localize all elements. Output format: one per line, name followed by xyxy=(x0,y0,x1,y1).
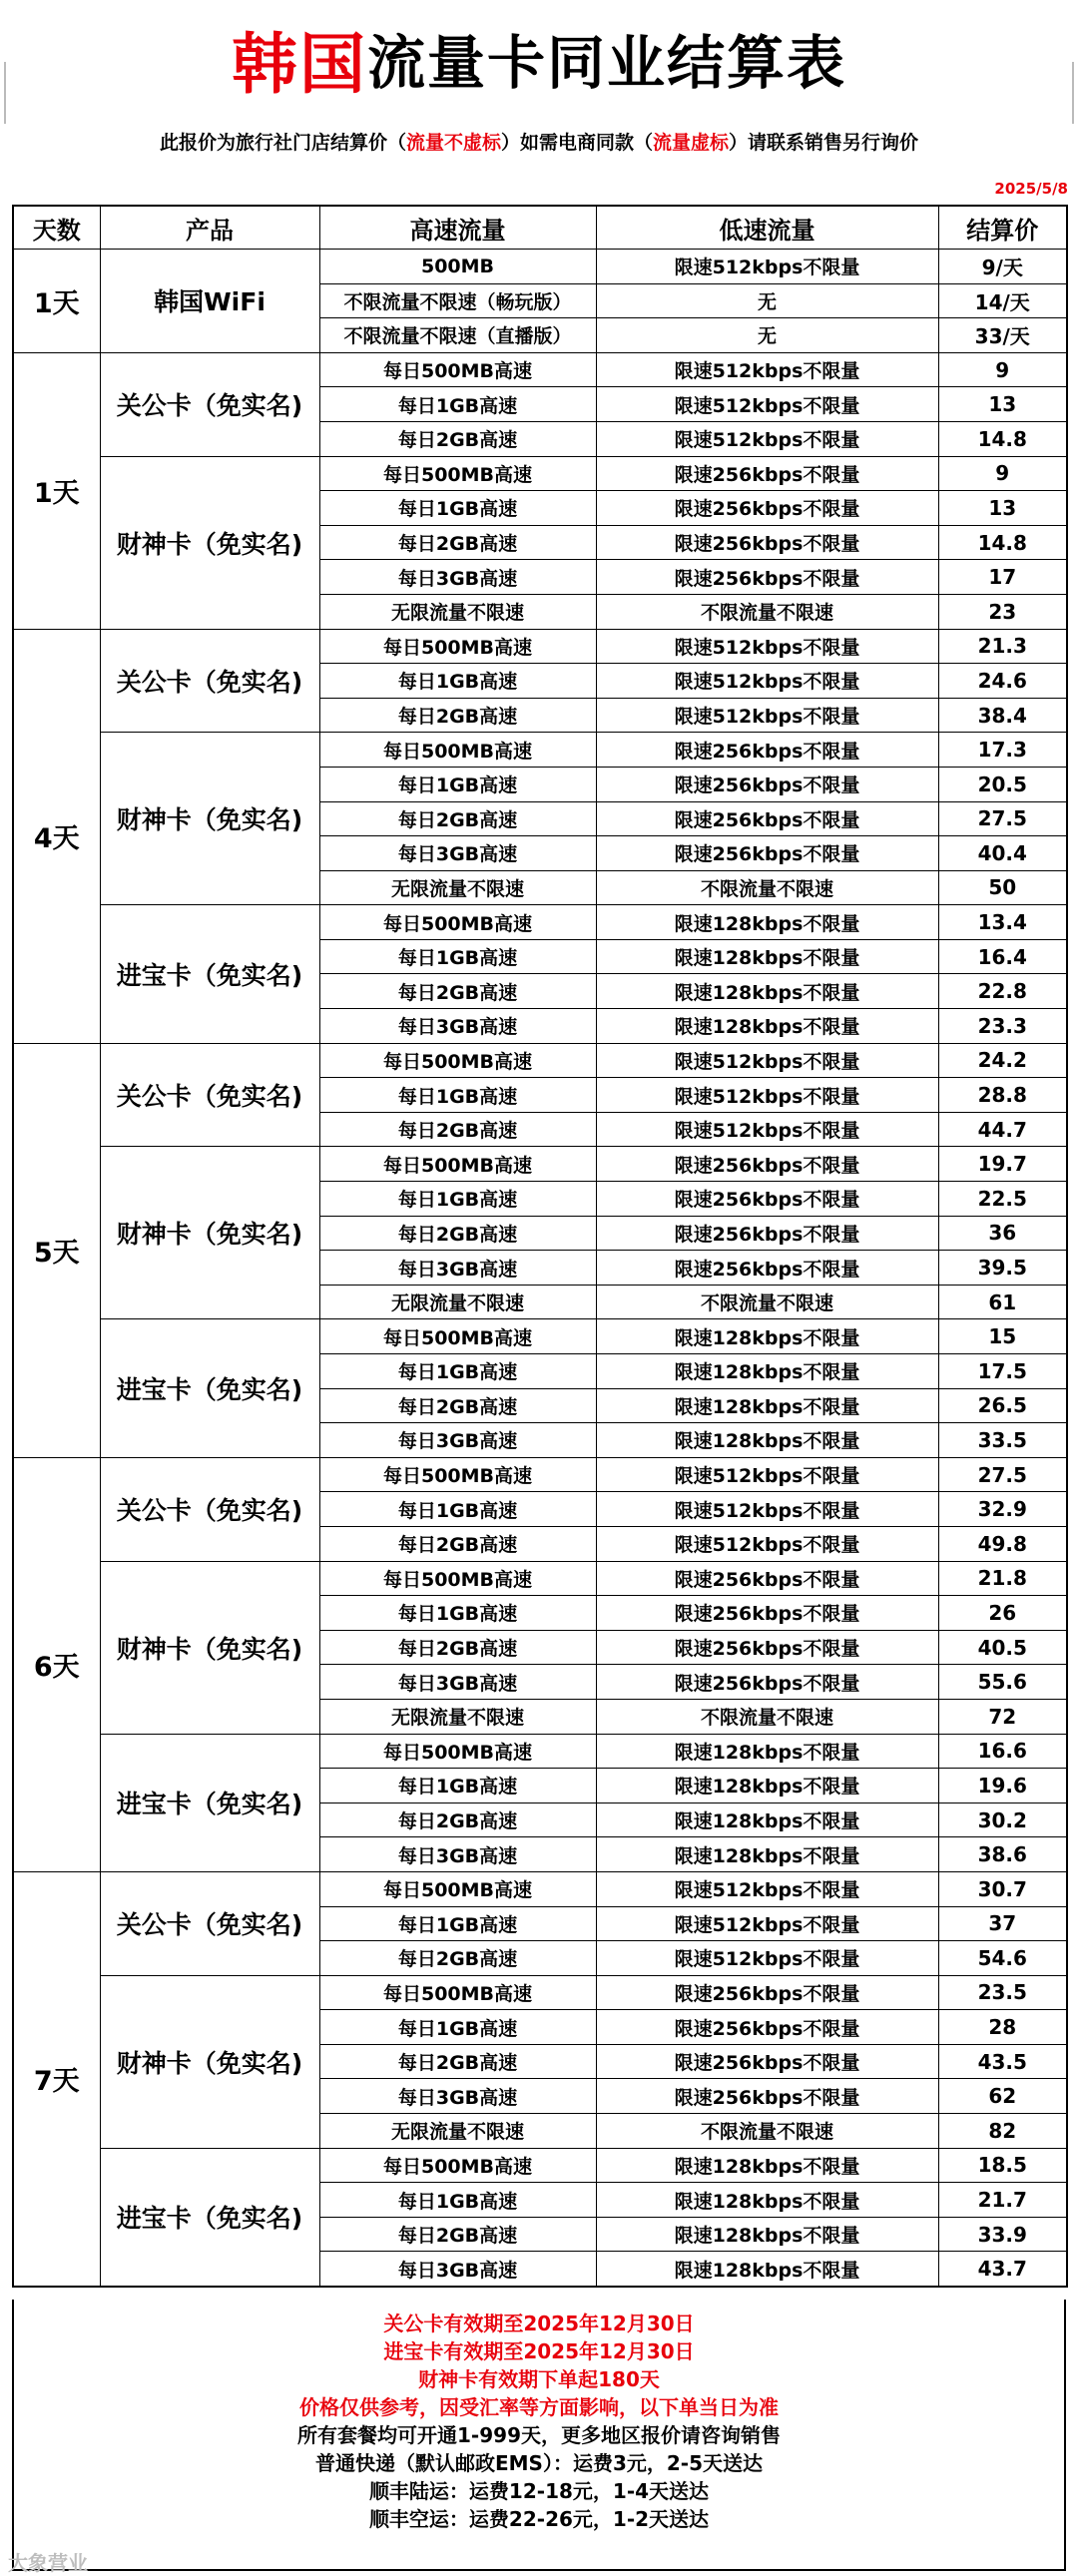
low-speed-cell: 无 xyxy=(596,283,938,318)
product-cell: 进宝卡（免实名) xyxy=(100,905,319,1043)
price-cell: 23.3 xyxy=(938,1009,1067,1044)
table-row xyxy=(13,629,1067,664)
high-speed-cell: 每日500MB高速 xyxy=(319,2148,596,2183)
divider xyxy=(4,62,6,124)
high-speed-cell: 每日3GB高速 xyxy=(319,1423,596,1458)
price-cell: 18.5 xyxy=(938,2148,1067,2183)
low-speed-cell: 限速128kbps不限量 xyxy=(596,939,938,974)
high-speed-cell: 每日500MB高速 xyxy=(319,1871,596,1906)
low-speed-cell: 限速512kbps不限量 xyxy=(596,1906,938,1941)
high-speed-cell: 每日1GB高速 xyxy=(319,939,596,974)
low-speed-cell: 限速256kbps不限量 xyxy=(596,2044,938,2079)
high-speed-cell: 每日3GB高速 xyxy=(319,1665,596,1700)
low-speed-cell: 限速256kbps不限量 xyxy=(596,1665,938,1700)
subtitle: 此报价为旅行社门店结算价（流量不虚标）如需电商同款（流量虚标）请联系销售另行询价 xyxy=(159,132,919,154)
day-cell: 7天 xyxy=(13,1871,100,2287)
price-cell: 72 xyxy=(938,1699,1067,1734)
notes-section xyxy=(12,2300,1066,2571)
price-cell: 13 xyxy=(938,491,1067,526)
high-speed-cell: 每日1GB高速 xyxy=(319,1769,596,1803)
price-cell: 37 xyxy=(938,1906,1067,1941)
low-speed-cell: 限速512kbps不限量 xyxy=(596,250,938,284)
low-speed-cell: 限速256kbps不限量 xyxy=(596,733,938,768)
low-speed-cell: 不限流量不限速 xyxy=(596,1699,938,1734)
price-cell: 61 xyxy=(938,1285,1067,1319)
table-row xyxy=(13,2148,1067,2183)
price-cell: 38.6 xyxy=(938,1837,1067,1872)
high-speed-cell: 无限流量不限速 xyxy=(319,1699,596,1734)
low-speed-cell: 限速128kbps不限量 xyxy=(596,1837,938,1872)
price-cell: 24.2 xyxy=(938,1043,1067,1078)
price-cell: 36 xyxy=(938,1216,1067,1251)
low-speed-cell: 限速256kbps不限量 xyxy=(596,1975,938,2010)
high-speed-cell: 每日500MB高速 xyxy=(319,733,596,768)
price-cell: 17 xyxy=(938,560,1067,595)
high-speed-cell: 每日2GB高速 xyxy=(319,1526,596,1561)
price-cell: 28 xyxy=(938,2010,1067,2045)
high-speed-cell: 每日2GB高速 xyxy=(319,1388,596,1423)
day-cell: 4天 xyxy=(13,629,100,1043)
header-high-speed: 高速流量 xyxy=(319,206,596,250)
page-title xyxy=(0,8,1078,108)
price-cell: 16.4 xyxy=(938,939,1067,974)
product-cell: 关公卡（免实名) xyxy=(100,352,319,456)
price-cell: 15 xyxy=(938,1319,1067,1354)
table-row xyxy=(13,352,1067,387)
price-cell: 27.5 xyxy=(938,801,1067,836)
note-line: 财神卡有效期下单起180天 xyxy=(418,2367,660,2391)
table-row xyxy=(13,1147,1067,1182)
note-line: 进宝卡有效期至2025年12月30日 xyxy=(383,2339,695,2363)
low-speed-cell: 限速128kbps不限量 xyxy=(596,1388,938,1423)
price-cell: 22.5 xyxy=(938,1182,1067,1217)
low-speed-cell: 限速128kbps不限量 xyxy=(596,1769,938,1803)
low-speed-cell: 限速128kbps不限量 xyxy=(596,1354,938,1389)
high-speed-cell: 每日2GB高速 xyxy=(319,698,596,733)
day-cell: 5天 xyxy=(13,1043,100,1457)
high-speed-cell: 每日3GB高速 xyxy=(319,836,596,871)
price-cell: 16.6 xyxy=(938,1734,1067,1769)
high-speed-cell: 500MB xyxy=(319,250,596,284)
note-line: 顺丰陆运：运费12-18元，1-4天送达 xyxy=(368,2479,710,2503)
product-cell: 韩国WiFi xyxy=(100,250,319,353)
day-cell: 6天 xyxy=(13,1457,100,1871)
low-speed-cell: 限速512kbps不限量 xyxy=(596,1941,938,1976)
notes-list xyxy=(14,2300,1064,2533)
price-cell: 39.5 xyxy=(938,1251,1067,1286)
high-speed-cell: 每日2GB高速 xyxy=(319,2217,596,2252)
price-cell: 21.7 xyxy=(938,2183,1067,2218)
table-header-row xyxy=(13,206,1067,250)
price-cell: 26.5 xyxy=(938,1388,1067,1423)
note-line: 顺丰空运：运费22-26元，1-2天送达 xyxy=(368,2507,710,2531)
high-speed-cell: 每日3GB高速 xyxy=(319,1251,596,1286)
product-cell: 关公卡（免实名) xyxy=(100,1043,319,1147)
price-cell: 28.8 xyxy=(938,1078,1067,1113)
high-speed-cell: 每日2GB高速 xyxy=(319,1630,596,1665)
low-speed-cell: 限速512kbps不限量 xyxy=(596,1112,938,1147)
high-speed-cell: 每日500MB高速 xyxy=(319,1734,596,1769)
low-speed-cell: 限速256kbps不限量 xyxy=(596,525,938,560)
low-speed-cell: 限速256kbps不限量 xyxy=(596,1147,938,1182)
price-cell: 50 xyxy=(938,870,1067,905)
price-cell: 54.6 xyxy=(938,1941,1067,1976)
price-cell: 32.9 xyxy=(938,1492,1067,1527)
price-cell: 14.8 xyxy=(938,421,1067,456)
low-speed-cell: 限速512kbps不限量 xyxy=(596,664,938,699)
product-cell: 关公卡（免实名) xyxy=(100,629,319,733)
low-speed-cell: 限速512kbps不限量 xyxy=(596,1457,938,1492)
price-cell: 23.5 xyxy=(938,1975,1067,2010)
low-speed-cell: 限速512kbps不限量 xyxy=(596,1043,938,1078)
product-cell: 财神卡（免实名) xyxy=(100,1147,319,1319)
header-low-speed: 低速流量 xyxy=(596,206,938,250)
price-cell: 44.7 xyxy=(938,1112,1067,1147)
low-speed-cell: 不限流量不限速 xyxy=(596,1285,938,1319)
price-cell: 33.5 xyxy=(938,1423,1067,1458)
high-speed-cell: 每日2GB高速 xyxy=(319,525,596,560)
high-speed-cell: 无限流量不限速 xyxy=(319,594,596,629)
table-row xyxy=(13,1734,1067,1769)
price-cell: 21.8 xyxy=(938,1561,1067,1596)
product-cell: 财神卡（免实名) xyxy=(100,456,319,629)
high-speed-cell: 无限流量不限速 xyxy=(319,2114,596,2149)
price-cell: 22.8 xyxy=(938,974,1067,1009)
title-main: 流量卡同业结算表 xyxy=(366,29,846,97)
subtitle-highlight: 流量虚标 xyxy=(653,132,730,154)
price-cell: 49.8 xyxy=(938,1526,1067,1561)
price-cell: 19.6 xyxy=(938,1769,1067,1803)
price-cell: 33/天 xyxy=(938,318,1067,353)
low-speed-cell: 限速128kbps不限量 xyxy=(596,2217,938,2252)
high-speed-cell: 每日500MB高速 xyxy=(319,905,596,940)
low-speed-cell: 限速256kbps不限量 xyxy=(596,2079,938,2114)
high-speed-cell: 每日1GB高速 xyxy=(319,1078,596,1113)
high-speed-cell: 每日2GB高速 xyxy=(319,1216,596,1251)
product-cell: 财神卡（免实名) xyxy=(100,1975,319,2148)
low-speed-cell: 限速256kbps不限量 xyxy=(596,491,938,526)
price-cell: 14/天 xyxy=(938,283,1067,318)
price-cell: 13 xyxy=(938,387,1067,422)
table-row xyxy=(13,1043,1067,1078)
product-cell: 关公卡（免实名) xyxy=(100,1871,319,1975)
price-cell: 9/天 xyxy=(938,250,1067,284)
table-row xyxy=(13,456,1067,491)
low-speed-cell: 限速256kbps不限量 xyxy=(596,836,938,871)
note-line: 关公卡有效期至2025年12月30日 xyxy=(383,2312,695,2335)
high-speed-cell: 每日3GB高速 xyxy=(319,2252,596,2287)
product-cell: 进宝卡（免实名) xyxy=(100,1734,319,1871)
subtitle-highlight: 流量不虚标 xyxy=(405,132,501,154)
price-cell: 9 xyxy=(938,352,1067,387)
high-speed-cell: 每日2GB高速 xyxy=(319,1112,596,1147)
low-speed-cell: 限速256kbps不限量 xyxy=(596,1561,938,1596)
divider xyxy=(1072,62,1074,124)
note-line: 价格仅供参考，因受汇率等方面影响，以下单当日为准 xyxy=(299,2395,779,2419)
date-label: 2025/5/8 xyxy=(994,180,1068,198)
low-speed-cell: 限速256kbps不限量 xyxy=(596,560,938,595)
high-speed-cell: 每日3GB高速 xyxy=(319,1009,596,1044)
table-row xyxy=(13,1975,1067,2010)
high-speed-cell: 每日2GB高速 xyxy=(319,421,596,456)
low-speed-cell: 限速128kbps不限量 xyxy=(596,1319,938,1354)
low-speed-cell: 限速128kbps不限量 xyxy=(596,1803,938,1837)
day-cell: 1天 xyxy=(13,352,100,629)
high-speed-cell: 每日3GB高速 xyxy=(319,1837,596,1872)
high-speed-cell: 每日2GB高速 xyxy=(319,801,596,836)
high-speed-cell: 每日500MB高速 xyxy=(319,456,596,491)
high-speed-cell: 每日3GB高速 xyxy=(319,2079,596,2114)
price-cell: 55.6 xyxy=(938,1665,1067,1700)
high-speed-cell: 每日1GB高速 xyxy=(319,767,596,801)
high-speed-cell: 不限流量不限速（直播版） xyxy=(319,318,596,353)
product-cell: 进宝卡（免实名) xyxy=(100,2148,319,2287)
table-row xyxy=(13,905,1067,940)
low-speed-cell: 限速256kbps不限量 xyxy=(596,1182,938,1217)
low-speed-cell: 限速256kbps不限量 xyxy=(596,767,938,801)
note-line: 所有套餐均可开通1-999天，更多地区报价请咨询销售 xyxy=(297,2423,781,2447)
price-cell: 17.5 xyxy=(938,1354,1067,1389)
low-speed-cell: 不限流量不限速 xyxy=(596,594,938,629)
high-speed-cell: 每日1GB高速 xyxy=(319,1354,596,1389)
low-speed-cell: 限速128kbps不限量 xyxy=(596,1734,938,1769)
low-speed-cell: 限速256kbps不限量 xyxy=(596,1630,938,1665)
high-speed-cell: 无限流量不限速 xyxy=(319,1285,596,1319)
product-cell: 进宝卡（免实名) xyxy=(100,1319,319,1457)
header-days: 天数 xyxy=(13,206,100,250)
price-cell: 24.6 xyxy=(938,664,1067,699)
low-speed-cell: 限速512kbps不限量 xyxy=(596,352,938,387)
table-row xyxy=(13,1561,1067,1596)
header-price: 结算价 xyxy=(938,206,1067,250)
high-speed-cell: 每日500MB高速 xyxy=(319,1561,596,1596)
low-speed-cell: 限速256kbps不限量 xyxy=(596,1596,938,1631)
high-speed-cell: 每日500MB高速 xyxy=(319,1043,596,1078)
high-speed-cell: 每日1GB高速 xyxy=(319,1182,596,1217)
low-speed-cell: 限速256kbps不限量 xyxy=(596,456,938,491)
price-cell: 26 xyxy=(938,1596,1067,1631)
high-speed-cell: 每日500MB高速 xyxy=(319,629,596,664)
price-cell: 38.4 xyxy=(938,698,1067,733)
low-speed-cell: 限速512kbps不限量 xyxy=(596,1526,938,1561)
price-table xyxy=(12,205,1068,2288)
high-speed-cell: 每日1GB高速 xyxy=(319,491,596,526)
high-speed-cell: 每日500MB高速 xyxy=(319,1975,596,2010)
price-cell: 21.3 xyxy=(938,629,1067,664)
high-speed-cell: 无限流量不限速 xyxy=(319,870,596,905)
table-body xyxy=(13,250,1067,2288)
low-speed-cell: 限速128kbps不限量 xyxy=(596,2148,938,2183)
price-cell: 82 xyxy=(938,2114,1067,2149)
low-speed-cell: 限速512kbps不限量 xyxy=(596,1871,938,1906)
price-cell: 27.5 xyxy=(938,1457,1067,1492)
table-row xyxy=(13,1319,1067,1354)
product-cell: 关公卡（免实名) xyxy=(100,1457,319,1561)
low-speed-cell: 限速256kbps不限量 xyxy=(596,1251,938,1286)
header-product: 产品 xyxy=(100,206,319,250)
high-speed-cell: 每日2GB高速 xyxy=(319,974,596,1009)
high-speed-cell: 每日2GB高速 xyxy=(319,2044,596,2079)
high-speed-cell: 每日500MB高速 xyxy=(319,1457,596,1492)
low-speed-cell: 限速128kbps不限量 xyxy=(596,1423,938,1458)
price-cell: 13.4 xyxy=(938,905,1067,940)
high-speed-cell: 每日2GB高速 xyxy=(319,1803,596,1837)
low-speed-cell: 限速256kbps不限量 xyxy=(596,801,938,836)
low-speed-cell: 限速128kbps不限量 xyxy=(596,2252,938,2287)
price-cell: 14.8 xyxy=(938,525,1067,560)
product-cell: 财神卡（免实名) xyxy=(100,733,319,905)
high-speed-cell: 每日1GB高速 xyxy=(319,2010,596,2045)
price-cell: 43.7 xyxy=(938,2252,1067,2287)
high-speed-cell: 每日1GB高速 xyxy=(319,1906,596,1941)
watermark: 大象营业 xyxy=(8,2551,88,2575)
low-speed-cell: 限速512kbps不限量 xyxy=(596,421,938,456)
product-cell: 财神卡（免实名) xyxy=(100,1561,319,1734)
high-speed-cell: 每日3GB高速 xyxy=(319,560,596,595)
price-cell: 40.4 xyxy=(938,836,1067,871)
price-cell: 30.7 xyxy=(938,1871,1067,1906)
price-cell: 33.9 xyxy=(938,2217,1067,2252)
low-speed-cell: 限速512kbps不限量 xyxy=(596,1492,938,1527)
low-speed-cell: 限速512kbps不限量 xyxy=(596,1078,938,1113)
price-cell: 17.3 xyxy=(938,733,1067,768)
low-speed-cell: 限速128kbps不限量 xyxy=(596,1009,938,1044)
price-cell: 62 xyxy=(938,2079,1067,2114)
high-speed-cell: 每日1GB高速 xyxy=(319,664,596,699)
high-speed-cell: 每日1GB高速 xyxy=(319,2183,596,2218)
low-speed-cell: 不限流量不限速 xyxy=(596,870,938,905)
low-speed-cell: 限速256kbps不限量 xyxy=(596,1216,938,1251)
low-speed-cell: 不限流量不限速 xyxy=(596,2114,938,2149)
high-speed-cell: 每日500MB高速 xyxy=(319,352,596,387)
high-speed-cell: 每日2GB高速 xyxy=(319,1941,596,1976)
low-speed-cell: 无 xyxy=(596,318,938,353)
low-speed-cell: 限速512kbps不限量 xyxy=(596,698,938,733)
table-row xyxy=(13,733,1067,768)
note-line: 普通快递（默认邮政EMS）：运费3元，2-5天送达 xyxy=(314,2451,764,2475)
high-speed-cell: 每日1GB高速 xyxy=(319,1492,596,1527)
price-cell: 9 xyxy=(938,456,1067,491)
high-speed-cell: 不限流量不限速（畅玩版） xyxy=(319,283,596,318)
high-speed-cell: 每日500MB高速 xyxy=(319,1147,596,1182)
title-country: 韩国 xyxy=(231,25,367,103)
low-speed-cell: 限速256kbps不限量 xyxy=(596,2010,938,2045)
price-cell: 43.5 xyxy=(938,2044,1067,2079)
low-speed-cell: 限速512kbps不限量 xyxy=(596,629,938,664)
table-row xyxy=(13,1457,1067,1492)
price-cell: 20.5 xyxy=(938,767,1067,801)
table-row xyxy=(13,250,1067,284)
low-speed-cell: 限速512kbps不限量 xyxy=(596,387,938,422)
high-speed-cell: 每日1GB高速 xyxy=(319,387,596,422)
day-cell: 1天 xyxy=(13,250,100,353)
high-speed-cell: 每日1GB高速 xyxy=(319,1596,596,1631)
low-speed-cell: 限速128kbps不限量 xyxy=(596,2183,938,2218)
high-speed-cell: 每日500MB高速 xyxy=(319,1319,596,1354)
table-row xyxy=(13,1871,1067,1906)
price-cell: 23 xyxy=(938,594,1067,629)
price-cell: 19.7 xyxy=(938,1147,1067,1182)
low-speed-cell: 限速128kbps不限量 xyxy=(596,905,938,940)
price-cell: 40.5 xyxy=(938,1630,1067,1665)
low-speed-cell: 限速128kbps不限量 xyxy=(596,974,938,1009)
price-cell: 30.2 xyxy=(938,1803,1067,1837)
